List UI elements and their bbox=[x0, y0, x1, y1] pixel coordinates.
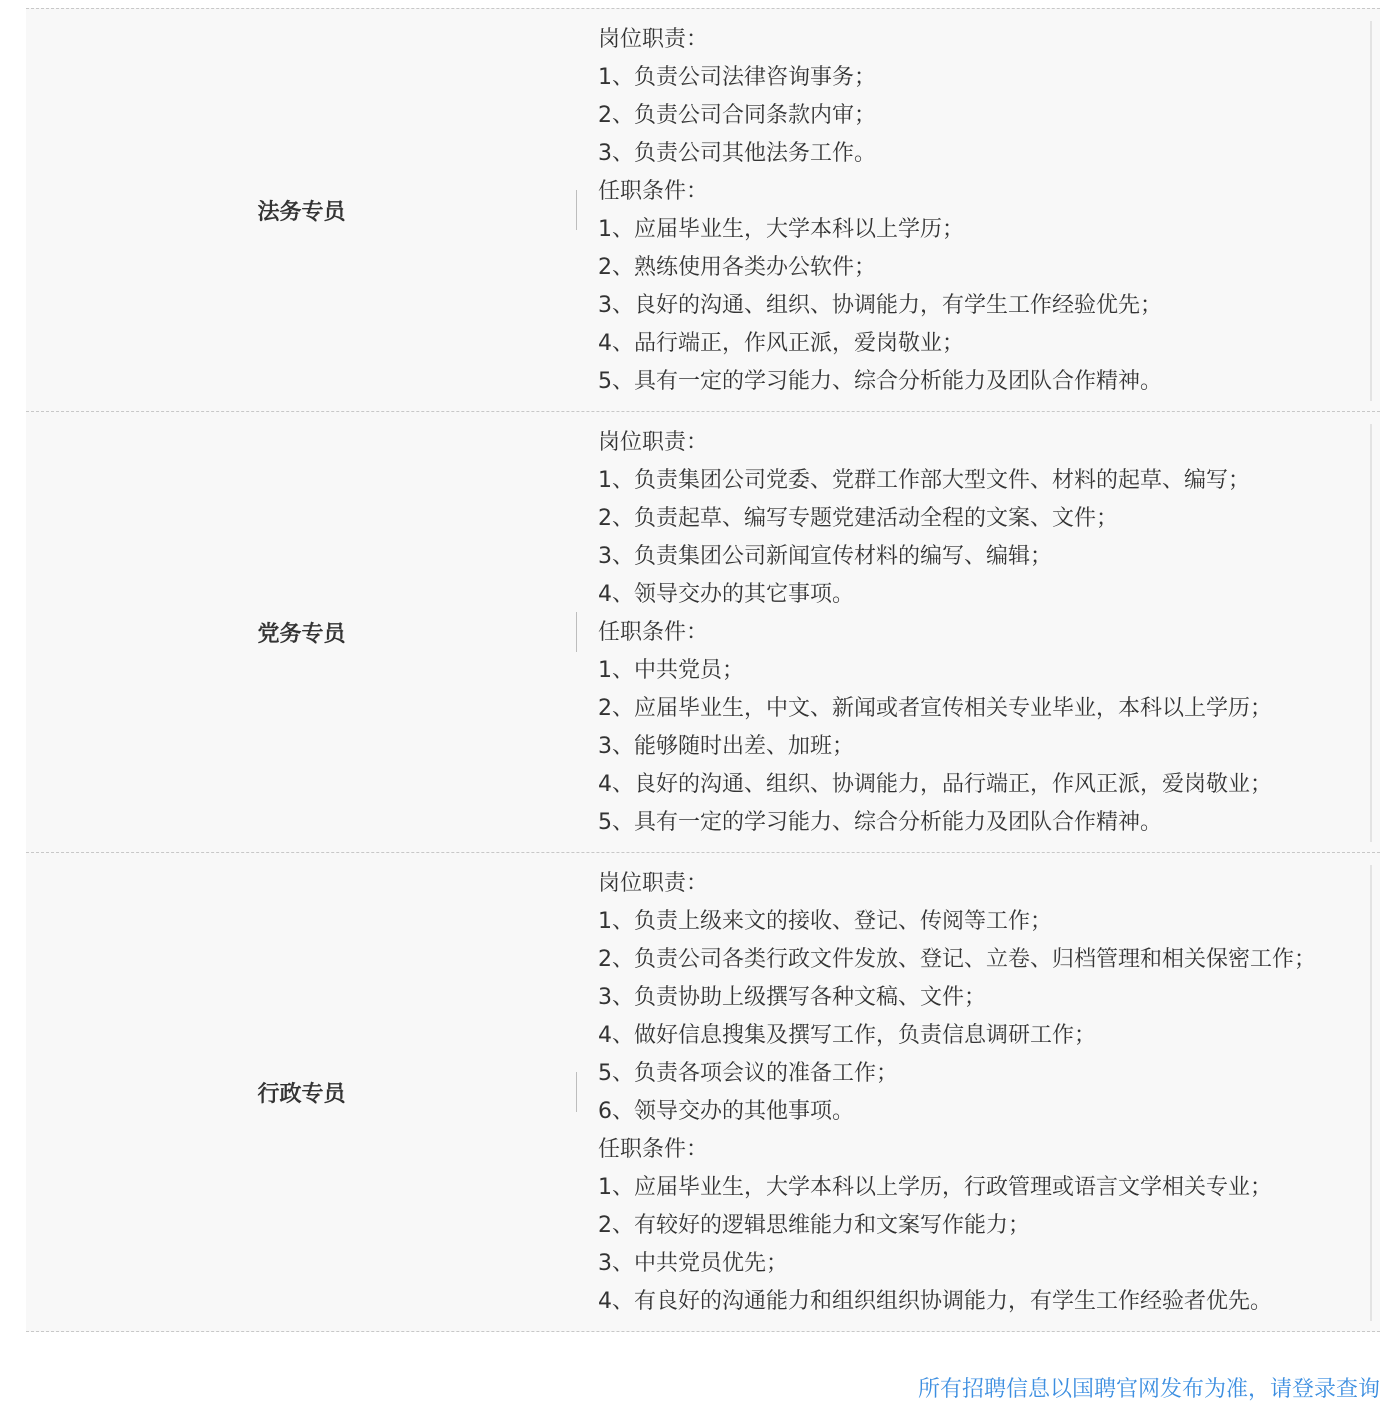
description-line: 4、做好信息搜集及撰写工作，负责信息调研工作； bbox=[598, 1023, 1096, 1048]
description-line: 任职条件： bbox=[598, 620, 709, 645]
job-title: 行政专员 bbox=[257, 1081, 346, 1107]
official-site-notice-link[interactable]: 所有招聘信息以国聘官网发布为准，请登录查询 bbox=[917, 1377, 1380, 1402]
description-line: 1、应届毕业生，大学本科以上学历，行政管理或语言文学相关专业； bbox=[598, 1175, 1272, 1200]
description-line: 2、应届毕业生，中文、新闻或者宣传相关专业毕业，本科以上学历； bbox=[598, 696, 1272, 721]
description-line: 4、领导交办的其它事项。 bbox=[598, 582, 854, 607]
description-line: 任职条件： bbox=[598, 1137, 709, 1162]
job-row-admin bbox=[26, 853, 1380, 1332]
job-row-party bbox=[26, 412, 1380, 853]
description-line: 5、具有一定的学习能力、综合分析能力及团队合作精神。 bbox=[598, 369, 1162, 394]
description-line: 3、负责协助上级撰写各种文稿、文件； bbox=[598, 985, 986, 1010]
description-line: 3、良好的沟通、组织、协调能力，有学生工作经验优先； bbox=[598, 293, 1162, 318]
job-title-cell bbox=[26, 853, 577, 1331]
description-line: 3、负责公司其他法务工作。 bbox=[598, 141, 876, 166]
description-line: 2、负责起草、编写专题党建活动全程的文案、文件； bbox=[598, 506, 1118, 531]
job-table bbox=[26, 8, 1380, 1332]
description-line: 2、负责公司各类行政文件发放、登记、立卷、归档管理和相关保密工作； bbox=[598, 947, 1316, 972]
description-line: 6、领导交办的其他事项。 bbox=[598, 1099, 854, 1124]
description-line: 1、负责公司法律咨询事务； bbox=[598, 65, 876, 90]
description-line: 2、有较好的逻辑思维能力和文案写作能力； bbox=[598, 1213, 1030, 1238]
description-line: 岗位职责： bbox=[598, 430, 709, 455]
description-line: 1、中共党员； bbox=[598, 658, 744, 683]
job-row-legal bbox=[26, 8, 1380, 412]
scroll-indicator bbox=[1370, 21, 1372, 401]
description-line: 岗位职责： bbox=[598, 871, 709, 896]
job-title: 党务专员 bbox=[257, 621, 346, 647]
description-line: 4、良好的沟通、组织、协调能力，品行端正，作风正派，爱岗敬业； bbox=[598, 772, 1272, 797]
description-line: 3、负责集团公司新闻宣传材料的编写、编辑； bbox=[598, 544, 1052, 569]
description-line: 2、熟练使用各类办公软件； bbox=[598, 255, 876, 280]
job-description bbox=[577, 853, 1380, 1331]
description-line: 5、负责各项会议的准备工作； bbox=[598, 1061, 898, 1086]
scroll-indicator bbox=[1370, 865, 1372, 1321]
description-line: 2、负责公司合同条款内审； bbox=[598, 103, 876, 128]
description-line: 1、应届毕业生，大学本科以上学历； bbox=[598, 217, 964, 242]
description-line: 任职条件： bbox=[598, 179, 709, 204]
description-line: 1、负责集团公司党委、党群工作部大型文件、材料的起草、编写； bbox=[598, 468, 1250, 493]
scroll-indicator bbox=[1370, 424, 1372, 842]
description-line: 1、负责上级来文的接收、登记、传阅等工作； bbox=[598, 909, 1052, 934]
description-line: 5、具有一定的学习能力、综合分析能力及团队合作精神。 bbox=[598, 810, 1162, 835]
description-line: 3、能够随时出差、加班； bbox=[598, 734, 854, 759]
description-line: 4、品行端正，作风正派，爱岗敬业； bbox=[598, 331, 964, 356]
job-title-cell bbox=[26, 9, 577, 411]
description-line: 岗位职责： bbox=[598, 27, 709, 52]
job-title: 法务专员 bbox=[257, 199, 346, 225]
job-title-cell bbox=[26, 412, 577, 852]
job-description bbox=[577, 412, 1380, 852]
job-description bbox=[577, 9, 1380, 411]
description-line: 3、中共党员优先； bbox=[598, 1251, 788, 1276]
description-line: 4、有良好的沟通能力和组织组织协调能力，有学生工作经验者优先。 bbox=[598, 1289, 1272, 1314]
